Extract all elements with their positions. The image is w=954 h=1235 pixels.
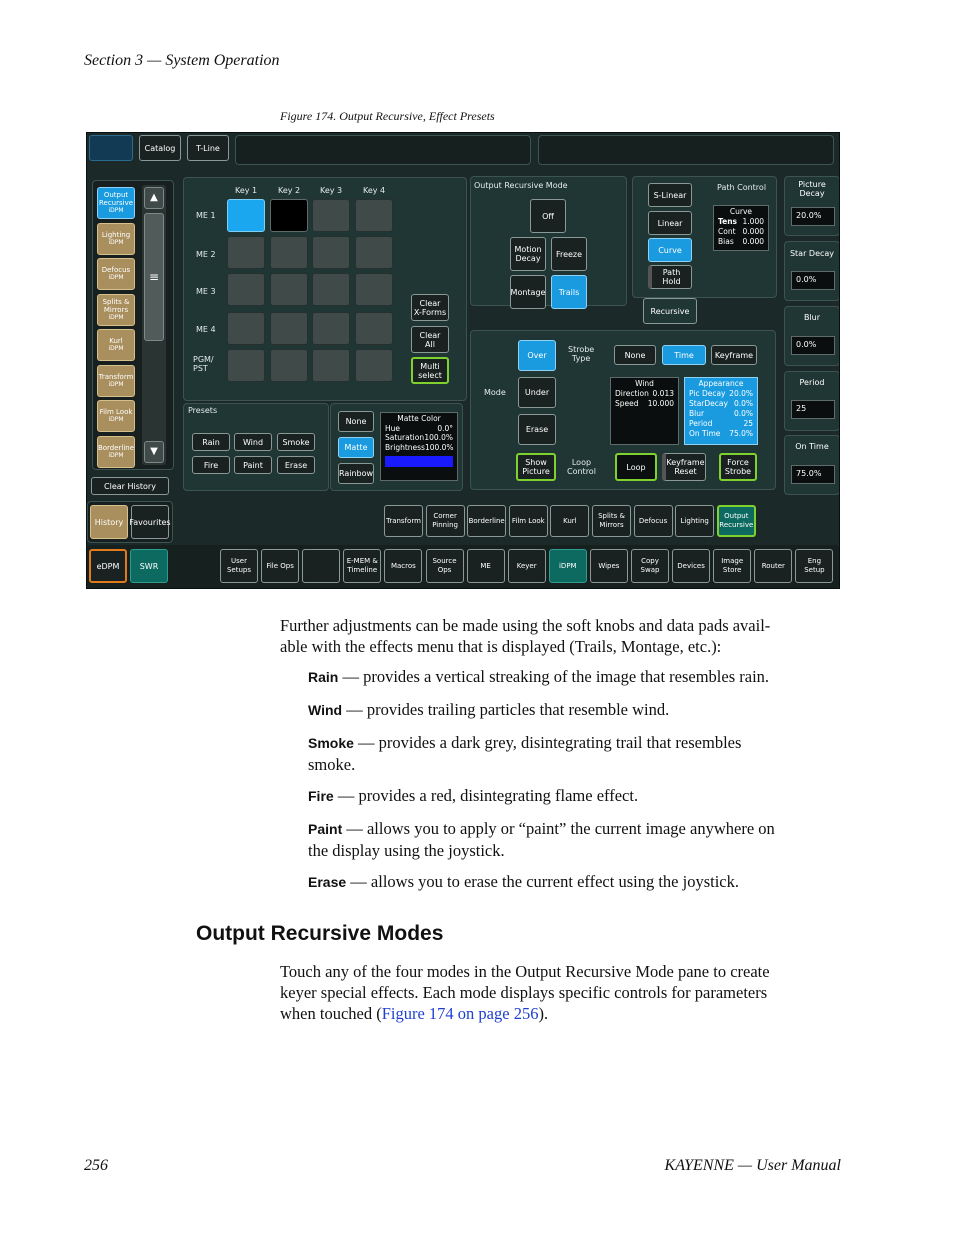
curve-button[interactable]: Curve	[648, 238, 692, 262]
appearance-row-label: StarDecay	[689, 399, 728, 408]
speed-label: Speed	[615, 399, 639, 408]
tline-button[interactable]: T-Line	[187, 135, 229, 161]
appearance-row	[689, 399, 753, 409]
top-field-2	[538, 135, 834, 165]
appearance-row-value: 20.0%	[729, 389, 753, 398]
bottom-tab[interactable]: Macros	[384, 549, 422, 583]
under-button[interactable]: Under	[518, 377, 556, 408]
key-tile[interactable]	[270, 236, 308, 269]
recursive-tab[interactable]: Recursive	[643, 298, 697, 324]
catalog-button[interactable]: Catalog	[139, 135, 181, 161]
sidebar-item[interactable]	[97, 187, 135, 219]
output-recursive-screenshot	[86, 132, 840, 589]
mode-freeze-button[interactable]: Freeze	[551, 237, 587, 271]
sidebar-item-label: Lighting	[101, 230, 131, 239]
preset-rain-button[interactable]: Rain	[192, 433, 230, 451]
key-tile[interactable]	[312, 349, 350, 382]
bottom-tab[interactable]: User Setups	[220, 549, 258, 583]
key-tile[interactable]	[270, 273, 308, 306]
sidebar-scrollbar[interactable]	[142, 185, 166, 465]
star-decay-label: Star Decay	[789, 249, 835, 258]
strobe-none-button[interactable]: None	[614, 345, 656, 365]
multi-select-button[interactable]: Multi select	[411, 357, 449, 384]
effect-tab[interactable]: Splits & Mirrors	[592, 505, 631, 537]
picture-decay-value: 20.0%	[791, 207, 835, 226]
row-me4: ME 4	[196, 325, 216, 334]
strobe-type-label: Strobe Type	[568, 345, 595, 363]
effect-tab[interactable]: Lighting	[675, 505, 714, 537]
sidebar-item-label: Splits & Mirrors	[102, 297, 130, 314]
description-item	[308, 818, 853, 861]
intro-paragraph: Further adjustments can be made using the soft knobs and data pads avail- able with the effects menu that is displayed (Trails, Montage, etc.):	[280, 616, 771, 656]
matte-color-swatch	[385, 456, 453, 467]
mode-title: Output Recursive Mode	[474, 181, 568, 190]
curve-readout-title: Curve	[729, 207, 753, 216]
sidebar-item-label: Defocus	[101, 266, 131, 274]
top-field-1	[235, 135, 531, 165]
sidebar-item-sub: iDPM	[108, 345, 124, 352]
figure-caption: Figure 174. Output Recursive, Effect Presets	[280, 109, 495, 123]
wind-title: Wind	[635, 379, 654, 388]
sidebar-item-sub: iDPM	[108, 207, 124, 214]
linear-button[interactable]: Linear	[648, 211, 692, 235]
effect-tab[interactable]: Borderline	[467, 505, 506, 537]
row-pgm-pst: PGM/ PST	[193, 355, 214, 373]
cont-label: Cont	[718, 227, 736, 236]
key-tile[interactable]	[312, 199, 350, 232]
bottom-tab[interactable]: Router	[754, 549, 792, 583]
figure-link[interactable]: Figure 174 on page 256	[381, 1004, 539, 1023]
bottom-tab[interactable]: File Ops	[261, 549, 299, 583]
clear-all-button[interactable]: Clear All	[411, 326, 449, 353]
matte-none-button[interactable]: None	[338, 411, 374, 432]
description-item	[308, 785, 853, 807]
page-number: 256	[84, 1157, 108, 1174]
key-tile[interactable]	[227, 273, 265, 306]
appearance-title: Appearance	[698, 379, 744, 388]
bottom-tab[interactable]: Wipes	[590, 549, 628, 583]
hue-value: 0.0°	[437, 423, 453, 433]
key-tile[interactable]	[227, 236, 265, 269]
key-tile[interactable]	[227, 349, 265, 382]
sidebar-item-sub: iDPM	[108, 416, 124, 423]
key-tile[interactable]	[270, 349, 308, 382]
on-time-label: On Time	[795, 442, 829, 451]
blur-label: Blur	[803, 313, 821, 322]
modes-paragraph-end: ).	[538, 1004, 549, 1023]
description-term: Smoke	[308, 735, 354, 751]
matte-color-title: Matte Color	[397, 414, 441, 423]
key-tile[interactable]	[270, 312, 308, 345]
bottom-tab[interactable]: Devices	[672, 549, 710, 583]
clear-xforms-button[interactable]: Clear X-Forms	[411, 294, 449, 321]
sidebar-item-label: Output Recursive	[98, 191, 134, 207]
description-item	[308, 666, 853, 688]
mode-label: Mode	[484, 388, 506, 397]
brightness-value: 100.0%	[424, 442, 454, 452]
bottom-tab[interactable]: iDPM	[549, 549, 587, 583]
bottom-tab[interactable]: E-MEM & Timeline	[343, 549, 381, 583]
appearance-row-value: 0.0%	[733, 409, 753, 418]
mode-montage-button[interactable]: Montage	[510, 275, 546, 309]
top-button-blank[interactable]	[89, 135, 133, 161]
presets-title: Presets	[188, 406, 218, 415]
matte-rainbow-button[interactable]: Rainbow	[338, 463, 374, 484]
appearance-row	[689, 409, 753, 419]
direction-value: 0.013	[652, 389, 674, 398]
scroll-down-icon[interactable]: ▼	[144, 441, 164, 463]
sidebar-item[interactable]	[97, 223, 135, 255]
s-linear-button[interactable]: S-Linear	[648, 183, 692, 207]
effect-tab[interactable]: Output Recursive	[717, 505, 756, 537]
description-text: — provides a dark grey, disintegrating trail that resembles smoke.	[308, 733, 742, 774]
over-button[interactable]: Over	[518, 340, 556, 371]
description-text: — allows you to apply or “paint” the current image anywhere on the display using the joystick.	[308, 819, 775, 860]
description-term: Erase	[308, 874, 347, 890]
sidebar-item-label: Transform	[98, 372, 134, 381]
star-decay-value: 0.0%	[791, 271, 835, 290]
section-header: Section 3 — System Operation	[84, 52, 280, 69]
key-tile[interactable]	[355, 349, 393, 382]
modes-paragraph	[280, 961, 850, 1024]
key-tile[interactable]	[270, 199, 308, 232]
sidebar-item-sub: iDPM	[108, 380, 124, 388]
bias-value: 0.000	[742, 237, 764, 246]
appearance-row-label: Pic Decay	[689, 389, 726, 398]
sidebar-item[interactable]	[97, 400, 135, 432]
appearance-rows	[689, 389, 753, 439]
show-picture-button[interactable]: Show Picture	[516, 453, 556, 481]
saturation-label: Saturation	[385, 433, 425, 442]
wind-readout	[610, 377, 679, 445]
bottom-tab[interactable]: Copy Swap	[631, 549, 669, 583]
edpm-button[interactable]: eDPM	[89, 549, 127, 583]
description-item	[308, 732, 853, 775]
col-key1: Key 1	[235, 186, 258, 195]
manual-title: KAYENNE — User Manual	[664, 1157, 841, 1174]
bottom-tab[interactable]: ME	[467, 549, 505, 583]
effect-tab[interactable]: Transform	[384, 505, 423, 537]
effect-tab[interactable]: Defocus	[634, 505, 673, 537]
period-value: 25	[791, 400, 835, 419]
description-text: — allows you to erase the current effect using the joystick.	[346, 872, 739, 891]
sidebar-item[interactable]	[97, 436, 135, 468]
description-item	[308, 871, 853, 893]
sidebar-item[interactable]	[97, 329, 135, 361]
swr-button[interactable]: SWR	[130, 549, 168, 583]
appearance-row	[689, 419, 753, 429]
force-strobe-button[interactable]: Force Strobe	[719, 453, 757, 481]
strobe-time-button[interactable]: Time	[662, 345, 706, 365]
col-key2: Key 2	[278, 186, 301, 195]
blur-value: 0.0%	[791, 336, 835, 355]
preset-wind-button[interactable]: Wind	[234, 433, 272, 451]
key-tile[interactable]	[227, 312, 265, 345]
preset-smoke-button[interactable]: Smoke	[277, 433, 315, 451]
path-control-title: Path Control	[717, 183, 767, 192]
col-key3: Key 3	[320, 186, 343, 195]
history-tab[interactable]: History	[90, 505, 128, 539]
description-item	[308, 699, 853, 721]
sidebar-item[interactable]	[97, 258, 135, 290]
keyframe-reset-button[interactable]: Keyframe Reset	[662, 453, 706, 481]
mode-motion-decay-button[interactable]: Motion Decay	[510, 237, 546, 271]
key-tile[interactable]	[312, 312, 350, 345]
scroll-thumb-icon[interactable]: ≡	[144, 213, 164, 341]
effect-tab[interactable]: Kurl	[550, 505, 589, 537]
bottom-tab[interactable]: Source Ops	[426, 549, 464, 583]
sidebar-item-label: Borderline	[97, 443, 135, 452]
bias-label: Bias	[718, 237, 734, 246]
modes-paragraph-text: Touch any of the four modes in the Output Recursive Mode pane to create keyer special effects. Each mode displays specific controls for parameters when touched (	[280, 962, 770, 1023]
key-tile[interactable]	[227, 199, 265, 232]
appearance-row-label: Period	[689, 419, 713, 428]
sidebar-item-sub: iDPM	[108, 451, 124, 459]
bottom-tab[interactable]: Eng Setup	[795, 549, 833, 583]
key-tile[interactable]	[355, 312, 393, 345]
preset-fire-button[interactable]: Fire	[192, 456, 230, 474]
effect-tab[interactable]: Corner Pinning	[426, 505, 465, 537]
matte-matte-button[interactable]: Matte	[338, 437, 374, 458]
key-tile[interactable]	[355, 199, 393, 232]
description-term: Paint	[308, 821, 343, 837]
brightness-label: Brightness	[385, 442, 425, 452]
matte-color-readout	[380, 412, 458, 481]
appearance-row	[689, 429, 753, 439]
description-term: Fire	[308, 788, 334, 804]
mode-off-button[interactable]: Off	[530, 199, 566, 233]
sidebar-item-sub: iDPM	[108, 238, 124, 246]
hue-label: Hue	[385, 423, 401, 433]
sidebar-item-sub: iDPM	[108, 313, 124, 321]
col-key4: Key 4	[363, 186, 386, 195]
erase-mode-button[interactable]: Erase	[518, 414, 556, 445]
cont-value: 0.000	[742, 227, 764, 236]
section-heading: Output Recursive Modes	[196, 922, 444, 945]
clear-history-button[interactable]: Clear History	[91, 477, 169, 495]
period-label: Period	[799, 378, 825, 387]
key-tile[interactable]	[355, 236, 393, 269]
bottom-tab[interactable]: Image Store	[713, 549, 751, 583]
direction-label: Direction	[615, 389, 649, 398]
description-text: — provides a vertical streaking of the image that resembles rain.	[338, 667, 770, 686]
description-term: Wind	[308, 702, 343, 718]
key-tile[interactable]	[312, 273, 350, 306]
mode-trails-button[interactable]: Trails	[551, 275, 587, 309]
key-tile[interactable]	[312, 236, 350, 269]
appearance-row-label: Blur	[689, 409, 705, 418]
bottom-tab[interactable]	[302, 549, 340, 583]
mode-panel	[470, 176, 627, 306]
bottom-tab[interactable]: Keyer	[508, 549, 546, 583]
effect-tab[interactable]: Film Look	[509, 505, 548, 537]
loop-button[interactable]: Loop	[615, 453, 657, 481]
picture-decay-label: Picture Decay	[798, 180, 826, 198]
loop-control-label: Loop Control	[567, 458, 596, 476]
appearance-readout	[684, 377, 758, 445]
preset-erase-button[interactable]: Erase	[277, 456, 315, 474]
appearance-row-value: 25	[743, 419, 753, 428]
favourites-tab[interactable]: Favourites	[131, 505, 169, 539]
curve-readout	[713, 205, 769, 251]
row-me2: ME 2	[196, 250, 216, 259]
description-term: Rain	[308, 669, 339, 685]
saturation-value: 100.0%	[424, 433, 453, 442]
on-time-value: 75.0%	[791, 465, 835, 484]
path-hold-button[interactable]: Path Hold	[648, 265, 692, 289]
sidebar-item-label: Film Look	[99, 408, 133, 416]
appearance-row-value: 0.0%	[733, 399, 753, 408]
strobe-keyframe-button[interactable]: Keyframe	[711, 345, 757, 365]
appearance-row	[689, 389, 753, 399]
speed-value: 10.000	[647, 399, 674, 408]
sidebar-item[interactable]	[97, 294, 135, 326]
preset-paint-button[interactable]: Paint	[234, 456, 272, 474]
sidebar-item-sub: iDPM	[108, 274, 124, 281]
appearance-row-label: On Time	[689, 429, 721, 438]
tens-value: 1.000	[742, 217, 764, 226]
description-text: — provides trailing particles that resemble wind.	[342, 700, 670, 719]
row-me3: ME 3	[196, 287, 216, 296]
key-tile[interactable]	[355, 273, 393, 306]
scroll-up-icon[interactable]: ▲	[144, 187, 164, 209]
appearance-row-value: 75.0%	[729, 429, 753, 438]
sidebar-item-label: Kurl	[109, 337, 123, 345]
row-me1: ME 1	[196, 211, 216, 220]
description-text: — provides a red, disintegrating flame effect.	[333, 786, 639, 805]
sidebar-item[interactable]	[97, 365, 135, 397]
tens-label: Tens	[718, 217, 738, 226]
